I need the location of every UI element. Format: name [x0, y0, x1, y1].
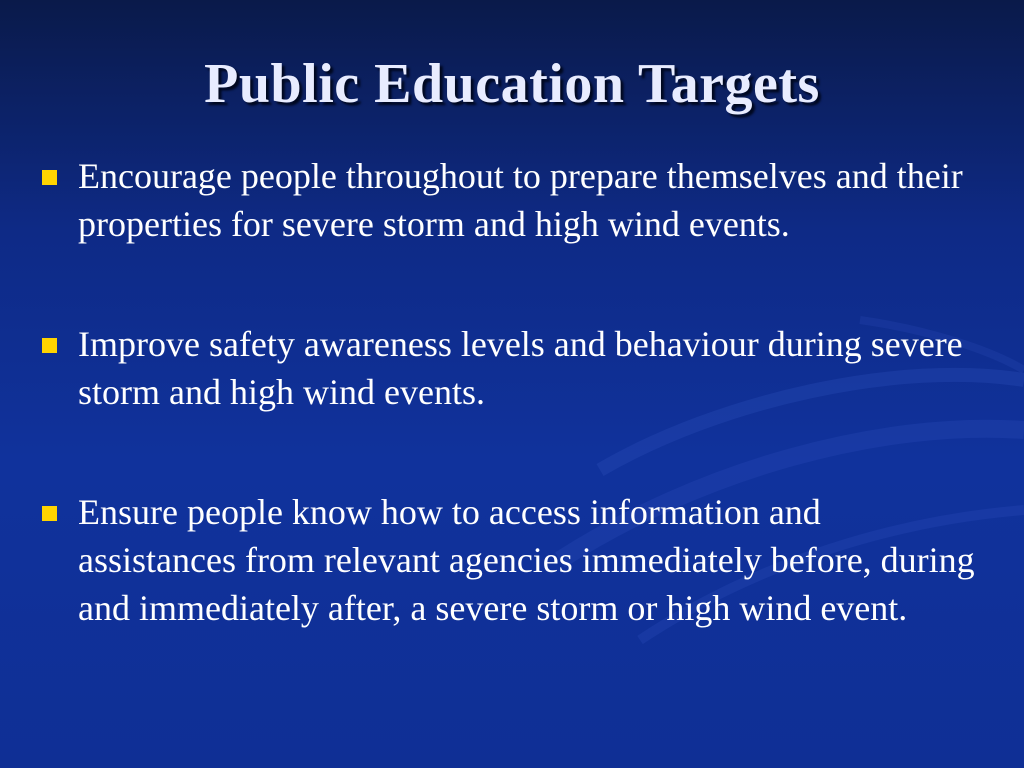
bullet-list: [40, 152, 980, 632]
bullet-text: Improve safety awareness levels and behaviour during severe storm and high wind events.: [78, 324, 963, 412]
slide-title: Public Education Targets: [204, 53, 820, 115]
bullet-item: [40, 488, 980, 632]
square-bullet-icon: [42, 506, 57, 521]
bullet-item: [40, 320, 980, 416]
square-bullet-icon: [42, 170, 57, 185]
square-bullet-icon: [42, 338, 57, 353]
bullet-item: [40, 152, 980, 248]
bullet-text: Ensure people know how to access information and assistances from relevant agencies immediately before, during and immediately after, a severe storm or high wind event.: [78, 492, 975, 628]
bullet-text: Encourage people throughout to prepare themselves and their properties for severe storm and high wind events.: [78, 156, 963, 244]
